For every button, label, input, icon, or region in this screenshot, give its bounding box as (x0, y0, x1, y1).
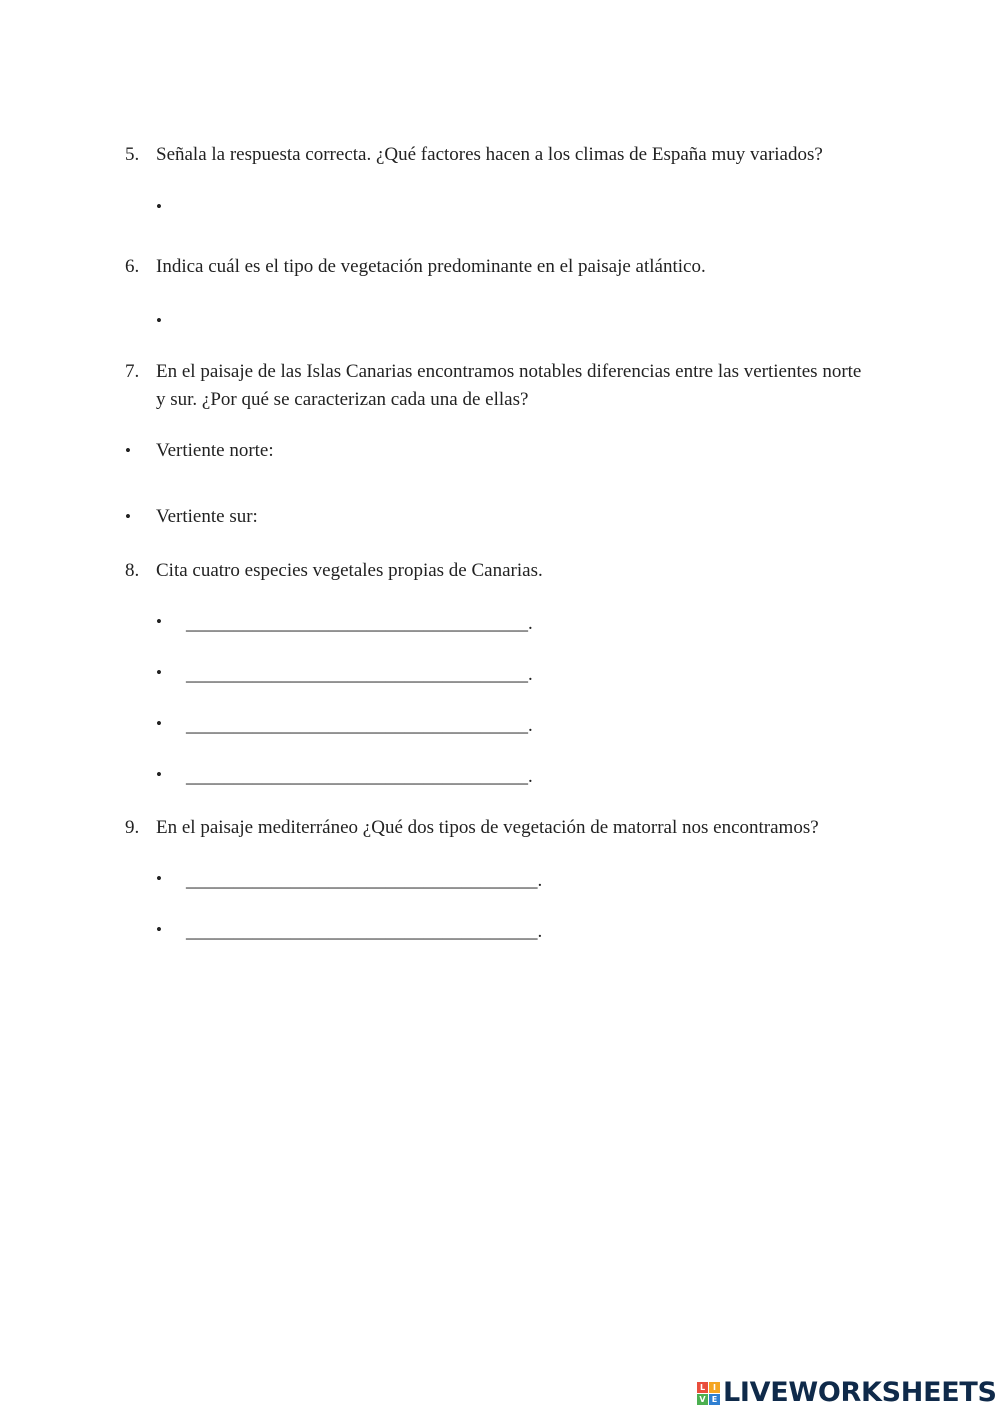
liveworksheets-logo-icon (697, 1382, 720, 1405)
answer-blank-line[interactable]: _____________________________________. (186, 870, 543, 891)
answer-bullet: • (156, 663, 162, 682)
answer-bullet: • (156, 612, 162, 631)
answer-blank-line[interactable]: _____________________________________. (186, 921, 543, 942)
question-6-answer-bullet: • (156, 311, 162, 330)
liveworksheets-brand-text: LIVEWORKSHEETS (723, 1377, 997, 1408)
logo-tile-i: I (709, 1382, 720, 1393)
logo-tile-l: L (697, 1382, 708, 1393)
answer-blank-line[interactable]: ____________________________________. (186, 766, 533, 787)
slope-north-label: Vertiente norte: (156, 440, 274, 461)
question-7-text-line1: En el paisaje de las Islas Canarias encontramos notables diferencias entre las vertientes norte (156, 361, 862, 382)
answer-bullet: • (156, 869, 162, 888)
question-6-number: 6. (125, 256, 140, 277)
slope-north-bullet: • (125, 441, 131, 460)
answer-blank-line[interactable]: ____________________________________. (186, 715, 533, 736)
question-5-number: 5. (125, 144, 140, 165)
question-9-number: 9. (125, 817, 140, 838)
answer-bullet: • (156, 920, 162, 939)
answer-blank-line[interactable]: ____________________________________. (186, 613, 533, 634)
logo-tile-v: V (697, 1394, 708, 1405)
answer-bullet: • (156, 765, 162, 784)
question-5-text: Señala la respuesta correcta. ¿Qué factores hacen a los climas de España muy variados? (156, 144, 823, 165)
answer-bullet: • (156, 714, 162, 733)
answer-blank-line[interactable]: ____________________________________. (186, 664, 533, 685)
question-5-answer-bullet: • (156, 197, 162, 216)
question-9-text: En el paisaje mediterráneo ¿Qué dos tipos de vegetación de matorral nos encontramos? (156, 817, 819, 838)
question-8-number: 8. (125, 560, 140, 581)
logo-tile-e: E (709, 1394, 720, 1405)
slope-south-bullet: • (125, 507, 131, 526)
question-6-text: Indica cuál es el tipo de vegetación predominante en el paisaje atlántico. (156, 256, 706, 277)
question-7-text-line2: y sur. ¿Por qué se caracterizan cada una de ellas? (156, 389, 529, 410)
question-7-number: 7. (125, 361, 140, 382)
liveworksheets-logo (697, 1376, 997, 1410)
question-8-text: Cita cuatro especies vegetales propias de Canarias. (156, 560, 543, 581)
slope-south-label: Vertiente sur: (156, 506, 258, 527)
